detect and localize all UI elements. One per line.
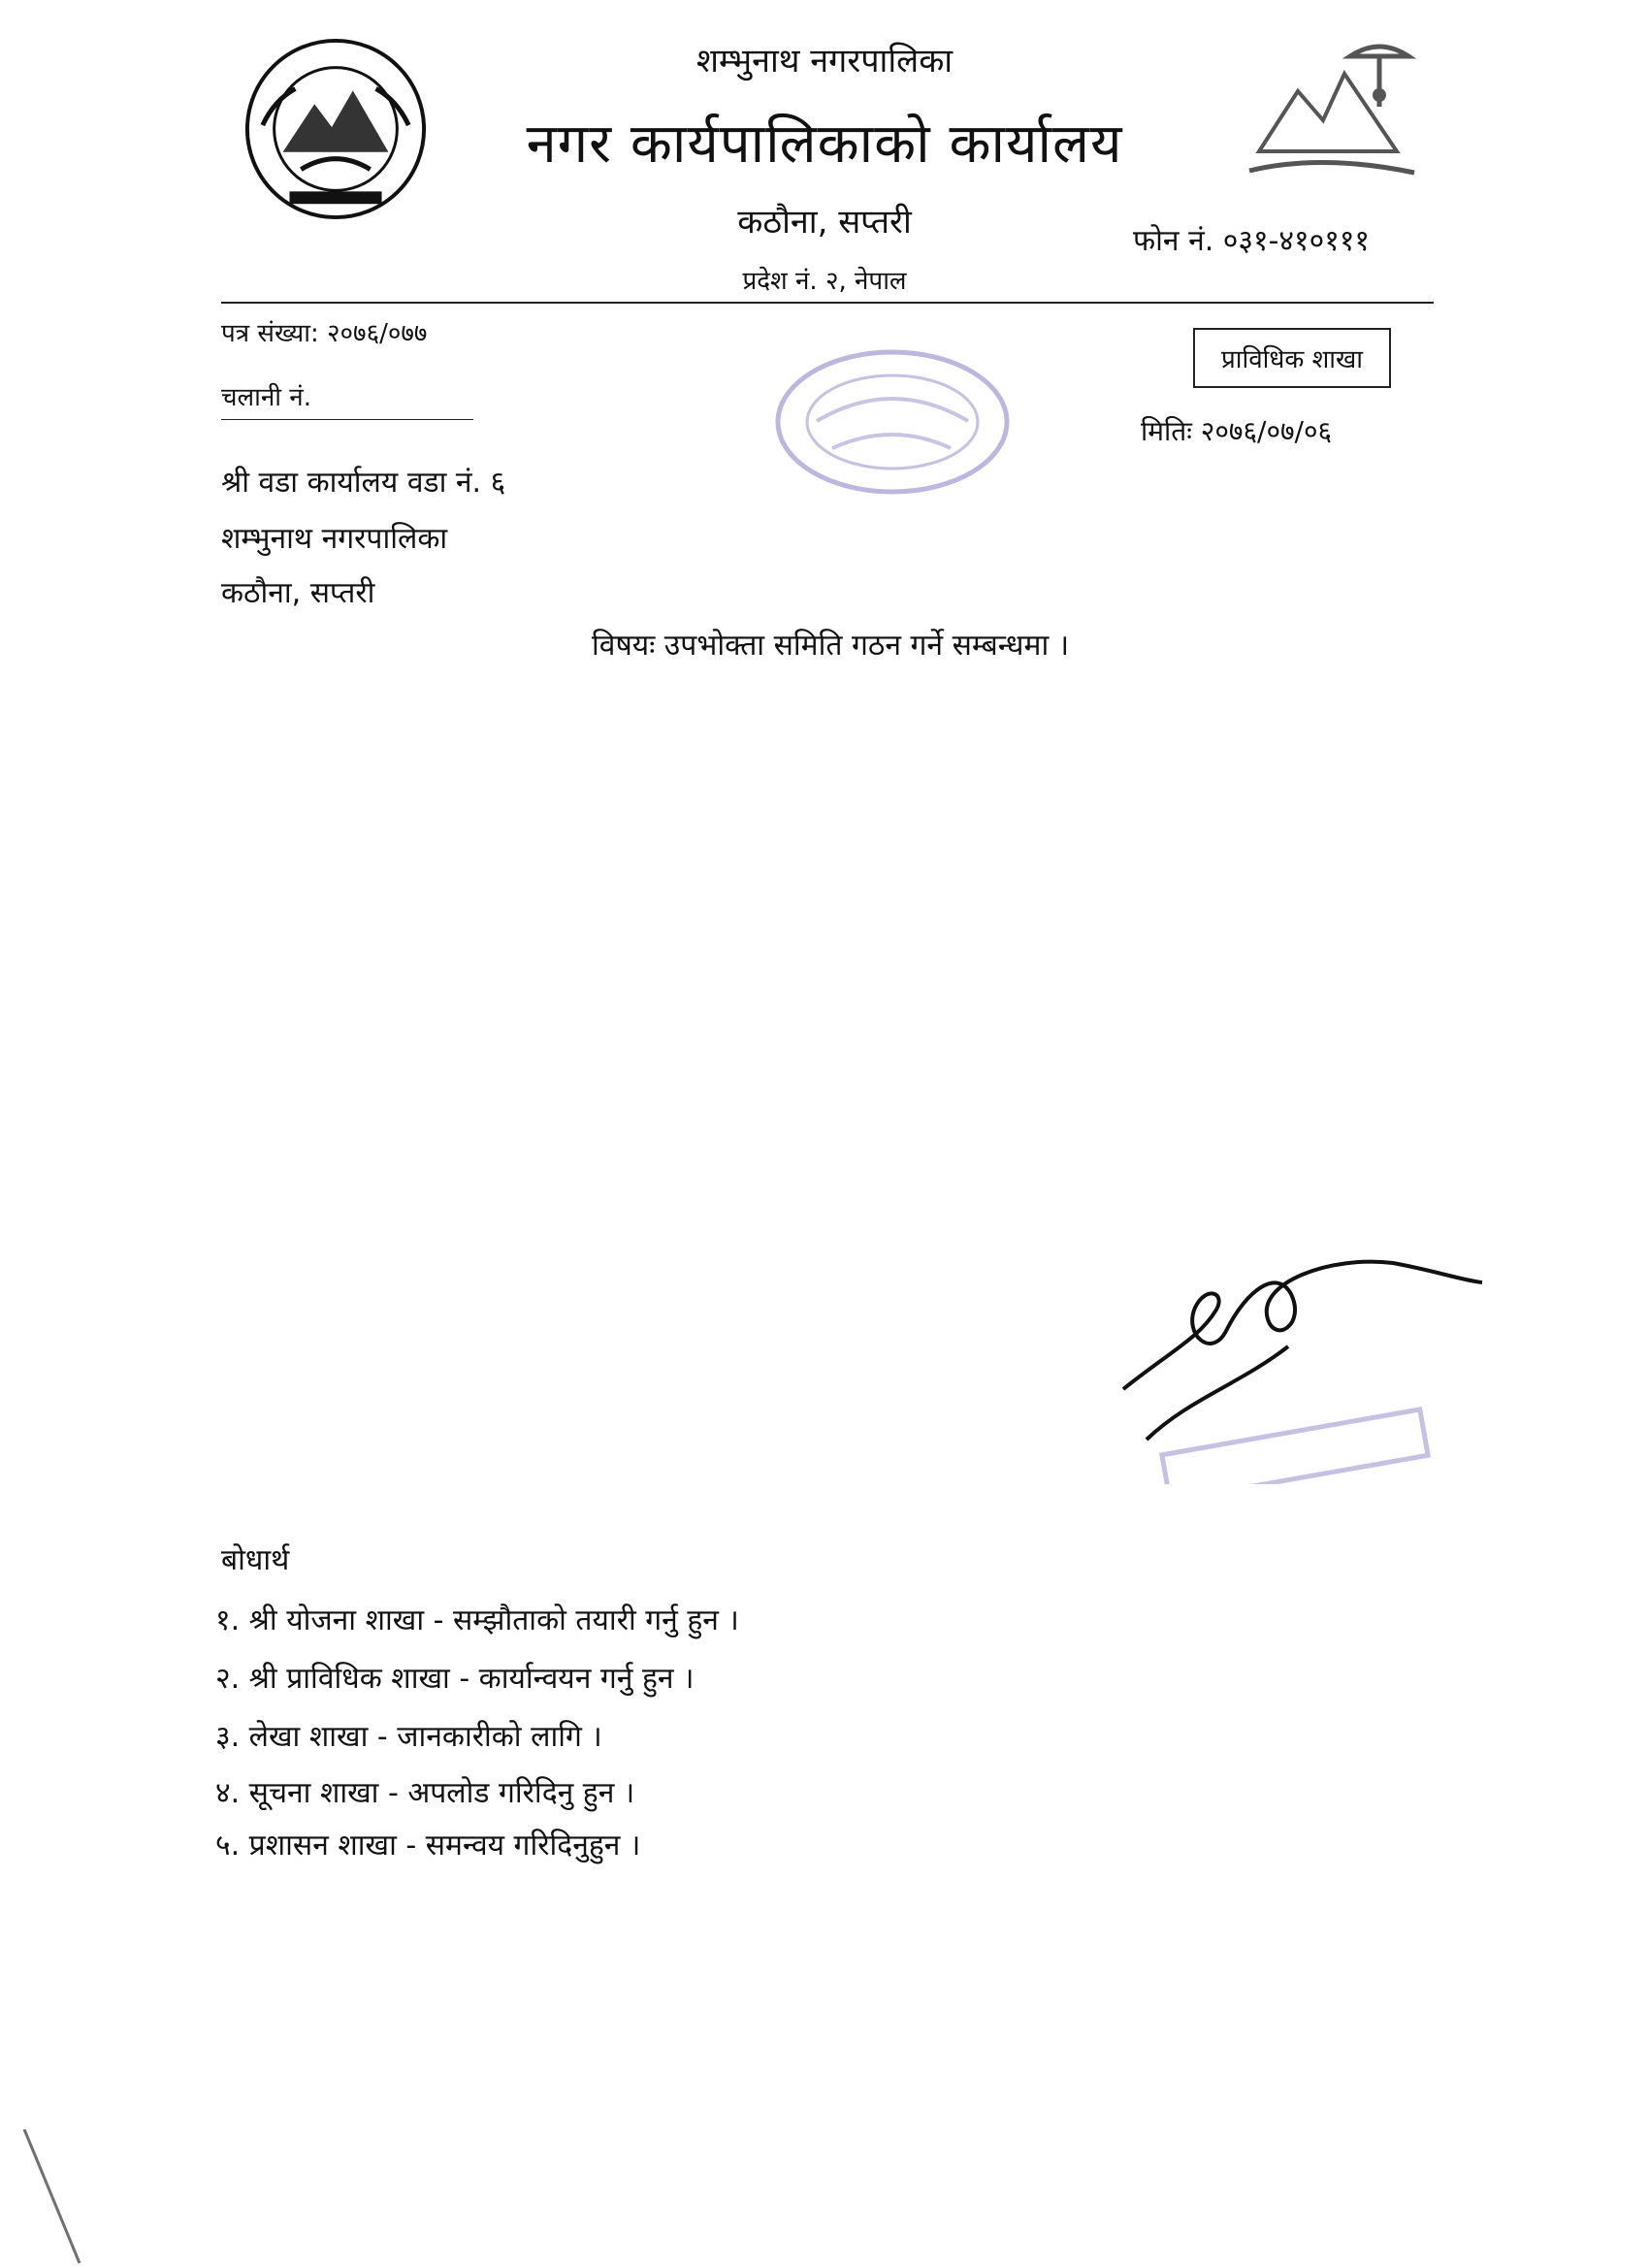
header-divider [221,302,1434,304]
recipient-line-2: शम्भुनाथ नगरपालिका [221,522,448,556]
copy-to-heading: बोधार्थ [221,1543,290,1577]
copy-to-item-accounts: ३. लेखा शाखा - जानकारीको लागि । [215,1720,602,1754]
municipality-name: शम्भुनाथ नगरपालिका [695,42,954,81]
phone-number: फोन नं. ०३१-४१०१११ [1133,224,1371,258]
letterhead [0,0,1649,310]
recipient-line-1: श्री वडा कार्यालय वडा नं. ६ [221,466,506,500]
letter-number: पत्र संख्या: २०७६/०७७ [221,319,428,348]
office-name: नगर कार्यपालिकाको कार्यालय [526,113,1123,176]
tourism-logo-icon [1230,37,1434,204]
scan-artifact-icon [19,2129,87,2265]
municipal-emblem-icon [240,33,432,225]
dispatch-number-underline [221,419,473,420]
office-stamp-icon [766,340,1018,504]
copy-to-item-information: ४. सूचना शाखा - अपलोड गरिदिनु हुन । [215,1776,635,1810]
province-line: प्रदेश नं. २, नेपाल [742,267,907,296]
copy-to-item-technical: २. श्री प्राविधिक शाखा - कार्यान्वयन गर्नु हुन । [215,1662,695,1696]
recipient-line-3: कठौना, सप्तरी [221,576,375,610]
dispatch-number-row [221,367,327,416]
subject-line: विषयः उपभोक्ता समिति गठन गर्ने सम्बन्धमा । [592,629,1070,663]
copy-to-item-planning: १. श्री योजना शाखा - सम्झौताको तयारी गर्नु हुन । [215,1604,739,1637]
copy-to-item-administration: ५. प्रशासन शाखा - समन्वय गरिदिनुहुन । [215,1829,641,1863]
office-location: कठौना, सप्तरी [737,203,912,242]
signature-and-stamp-icon [1077,1242,1484,1484]
dispatch-number-label: चलानी नं. [221,383,311,412]
branch-box: प्राविधिक शाखा [1193,328,1391,388]
letter-date: मितिः २०७६/०७/०६ [1141,415,1333,447]
